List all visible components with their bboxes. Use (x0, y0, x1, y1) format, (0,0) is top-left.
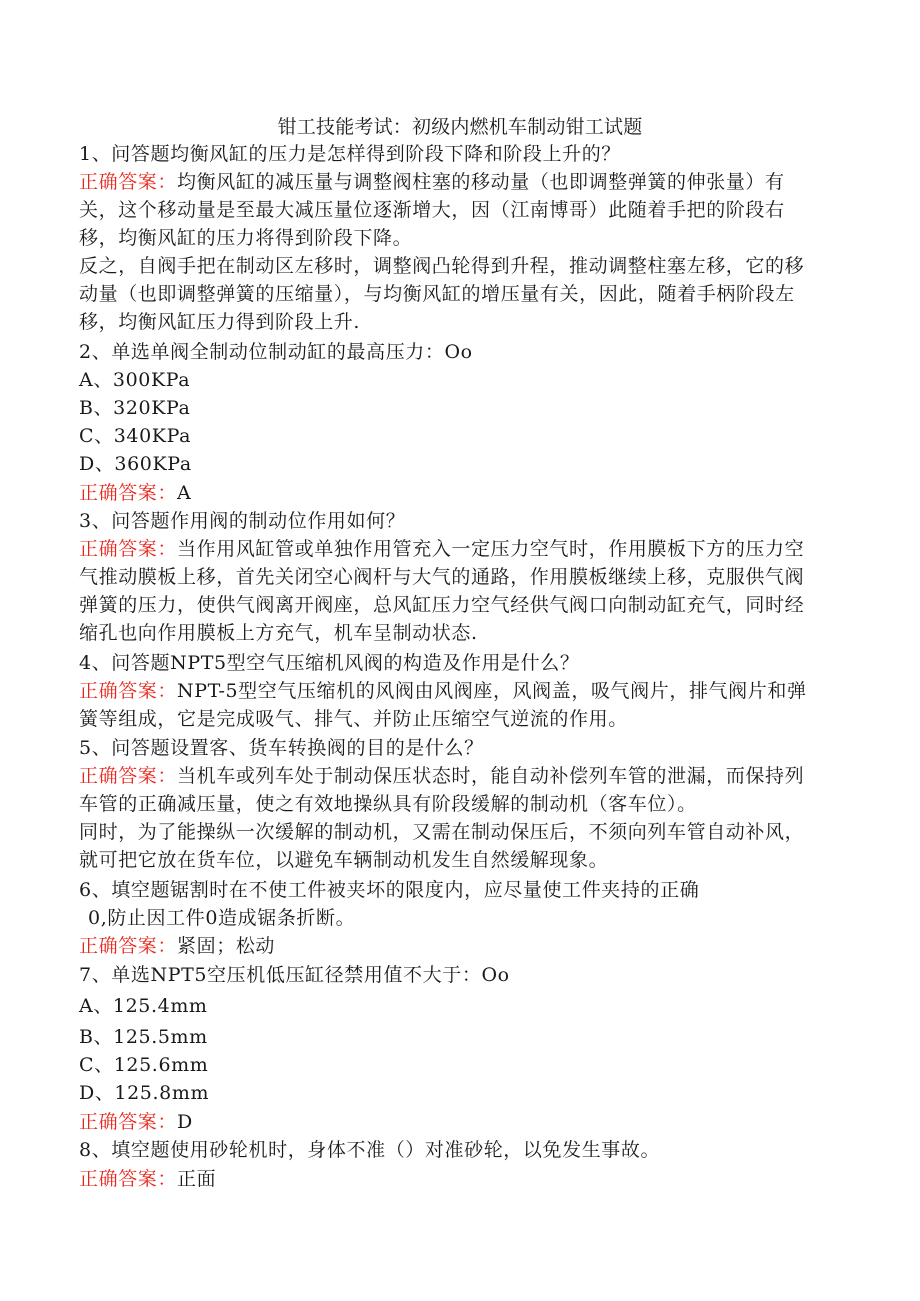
answer-6-line (79, 933, 275, 959)
question-7-option: A、125.4mm (79, 995, 208, 1017)
question-2-text: 2、单选单阀全制动位制动缸的最高压力：Oo (79, 341, 473, 363)
answer-8-text: 正面 (177, 1168, 217, 1190)
answer-6-text: 紧固；松动 (177, 935, 276, 957)
answer-label: 正确答案： (79, 538, 178, 560)
question-2-option: A、300KPa (79, 369, 191, 391)
document-title: 钳工技能考试：初级内燃机车制动钳工试题 (277, 116, 643, 138)
question-7-option: C、125.6mm (79, 1054, 209, 1076)
answer-2-text: A (177, 482, 192, 504)
question-6-text: 0,防止因工件0造成锯条折断。 (88, 907, 356, 929)
answer-label: 正确答案： (79, 482, 178, 504)
question-6-text: 6、填空题锯割时在不使工件被夹坏的限度内，应尽量使工件夹持的正确 (79, 879, 700, 901)
answer-3-line: 气推动膜板上移，首先关闭空心阀杆与大气的通路，作用膜板继续上移，克服供气阀 (79, 566, 805, 588)
answer-5-text: 当机车或列车处于制动保压状态时，能自动补偿列车管的泄漏，而保持列 (177, 765, 805, 787)
answer-4-text: NPT-5型空气压缩机的风阀由风阀座，风阀盖，吸气阀片，排气阀片和弹 (177, 680, 807, 702)
answer-5-line: 就可把它放在货车位，以避免车辆制动机发生自然缓解现象。 (79, 849, 609, 871)
question-3-text: 3、问答题作用阀的制动位作用如何？ (79, 510, 406, 532)
answer-1-line: 反之，自阀手把在制动区左移时，调整阀凸轮得到升程，推动调整柱塞左移，它的移 (79, 255, 805, 277)
answer-label: 正确答案： (79, 1168, 178, 1190)
answer-label: 正确答案： (79, 171, 178, 193)
answer-2-line (79, 480, 191, 506)
answer-1-line: 移，均衡风缸的压力将得到阶段下降。 (79, 227, 413, 249)
answer-1-line (79, 169, 785, 195)
answer-3-line: 缩孔也向作用膜板上方充气，机车呈制动状态. (79, 622, 478, 644)
question-2-option: C、340KPa (79, 425, 192, 447)
answer-5-line: 车管的正确减压量，使之有效地操纵具有阶段缓解的制动机（客车位）。 (79, 793, 697, 815)
question-8-text: 8、填空题使用砂轮机时，身体不准（）对准砂轮，以免发生事故。 (79, 1139, 661, 1161)
question-7-option: D、125.8mm (79, 1082, 210, 1104)
answer-1-line: 移，均衡风缸压力得到阶段上升. (79, 311, 361, 333)
question-7-text: 7、单选NPT5空压机低压缸径禁用值不大于：Oo (79, 964, 510, 986)
question-5-text: 5、问答题设置客、货车转换阀的目的是什么？ (79, 737, 484, 759)
answer-label: 正确答案： (79, 1111, 178, 1133)
answer-4-line (79, 678, 807, 704)
answer-label: 正确答案： (79, 935, 178, 957)
answer-3-line (79, 536, 804, 562)
answer-1-line: 动量（也即调整弹簧的压缩量），与均衡风缸的增压量有关，因此，随着手柄阶段左 (79, 283, 795, 305)
answer-3-line: 弹簧的压力，使供气阀离开阀座，总风缸压力空气经供气阀口向制动缸充气，同时经 (79, 594, 805, 616)
answer-7-line (79, 1109, 193, 1135)
question-2-option: B、320KPa (79, 397, 191, 419)
answer-3-text: 当作用风缸管或单独作用管充入一定压力空气时，作用膜板下方的压力空 (177, 538, 805, 560)
question-7-option: B、125.5mm (79, 1026, 208, 1048)
answer-label: 正确答案： (79, 680, 178, 702)
question-2-option: D、360KPa (79, 453, 192, 475)
answer-label: 正确答案： (79, 765, 178, 787)
answer-5-line: 同时，为了能操纵一次缓解的制动机，又需在制动保压后，不须向列车管自动补风， (79, 821, 805, 843)
question-1-text: 1、问答题均衡风缸的压力是怎样得到阶段下降和阶段上升的？ (79, 143, 621, 165)
answer-5-line (79, 763, 804, 789)
answer-4-line: 簧等组成，它是完成吸气、排气、并防止压缩空气逆流的作用。 (79, 708, 628, 730)
answer-7-text: D (177, 1111, 193, 1133)
answer-8-line (79, 1166, 216, 1192)
answer-1-line: 关，这个移动量是至最大减压量位逐渐增大，因（江南博哥）此随着手把的阶段右 (79, 199, 785, 221)
answer-1-text: 均衡风缸的减压量与调整阀柱塞的移动量（也即调整弹簧的伸张量）有 (177, 171, 785, 193)
question-4-text: 4、问答题NPT5型空气压缩机风阀的构造及作用是什么？ (79, 652, 580, 674)
